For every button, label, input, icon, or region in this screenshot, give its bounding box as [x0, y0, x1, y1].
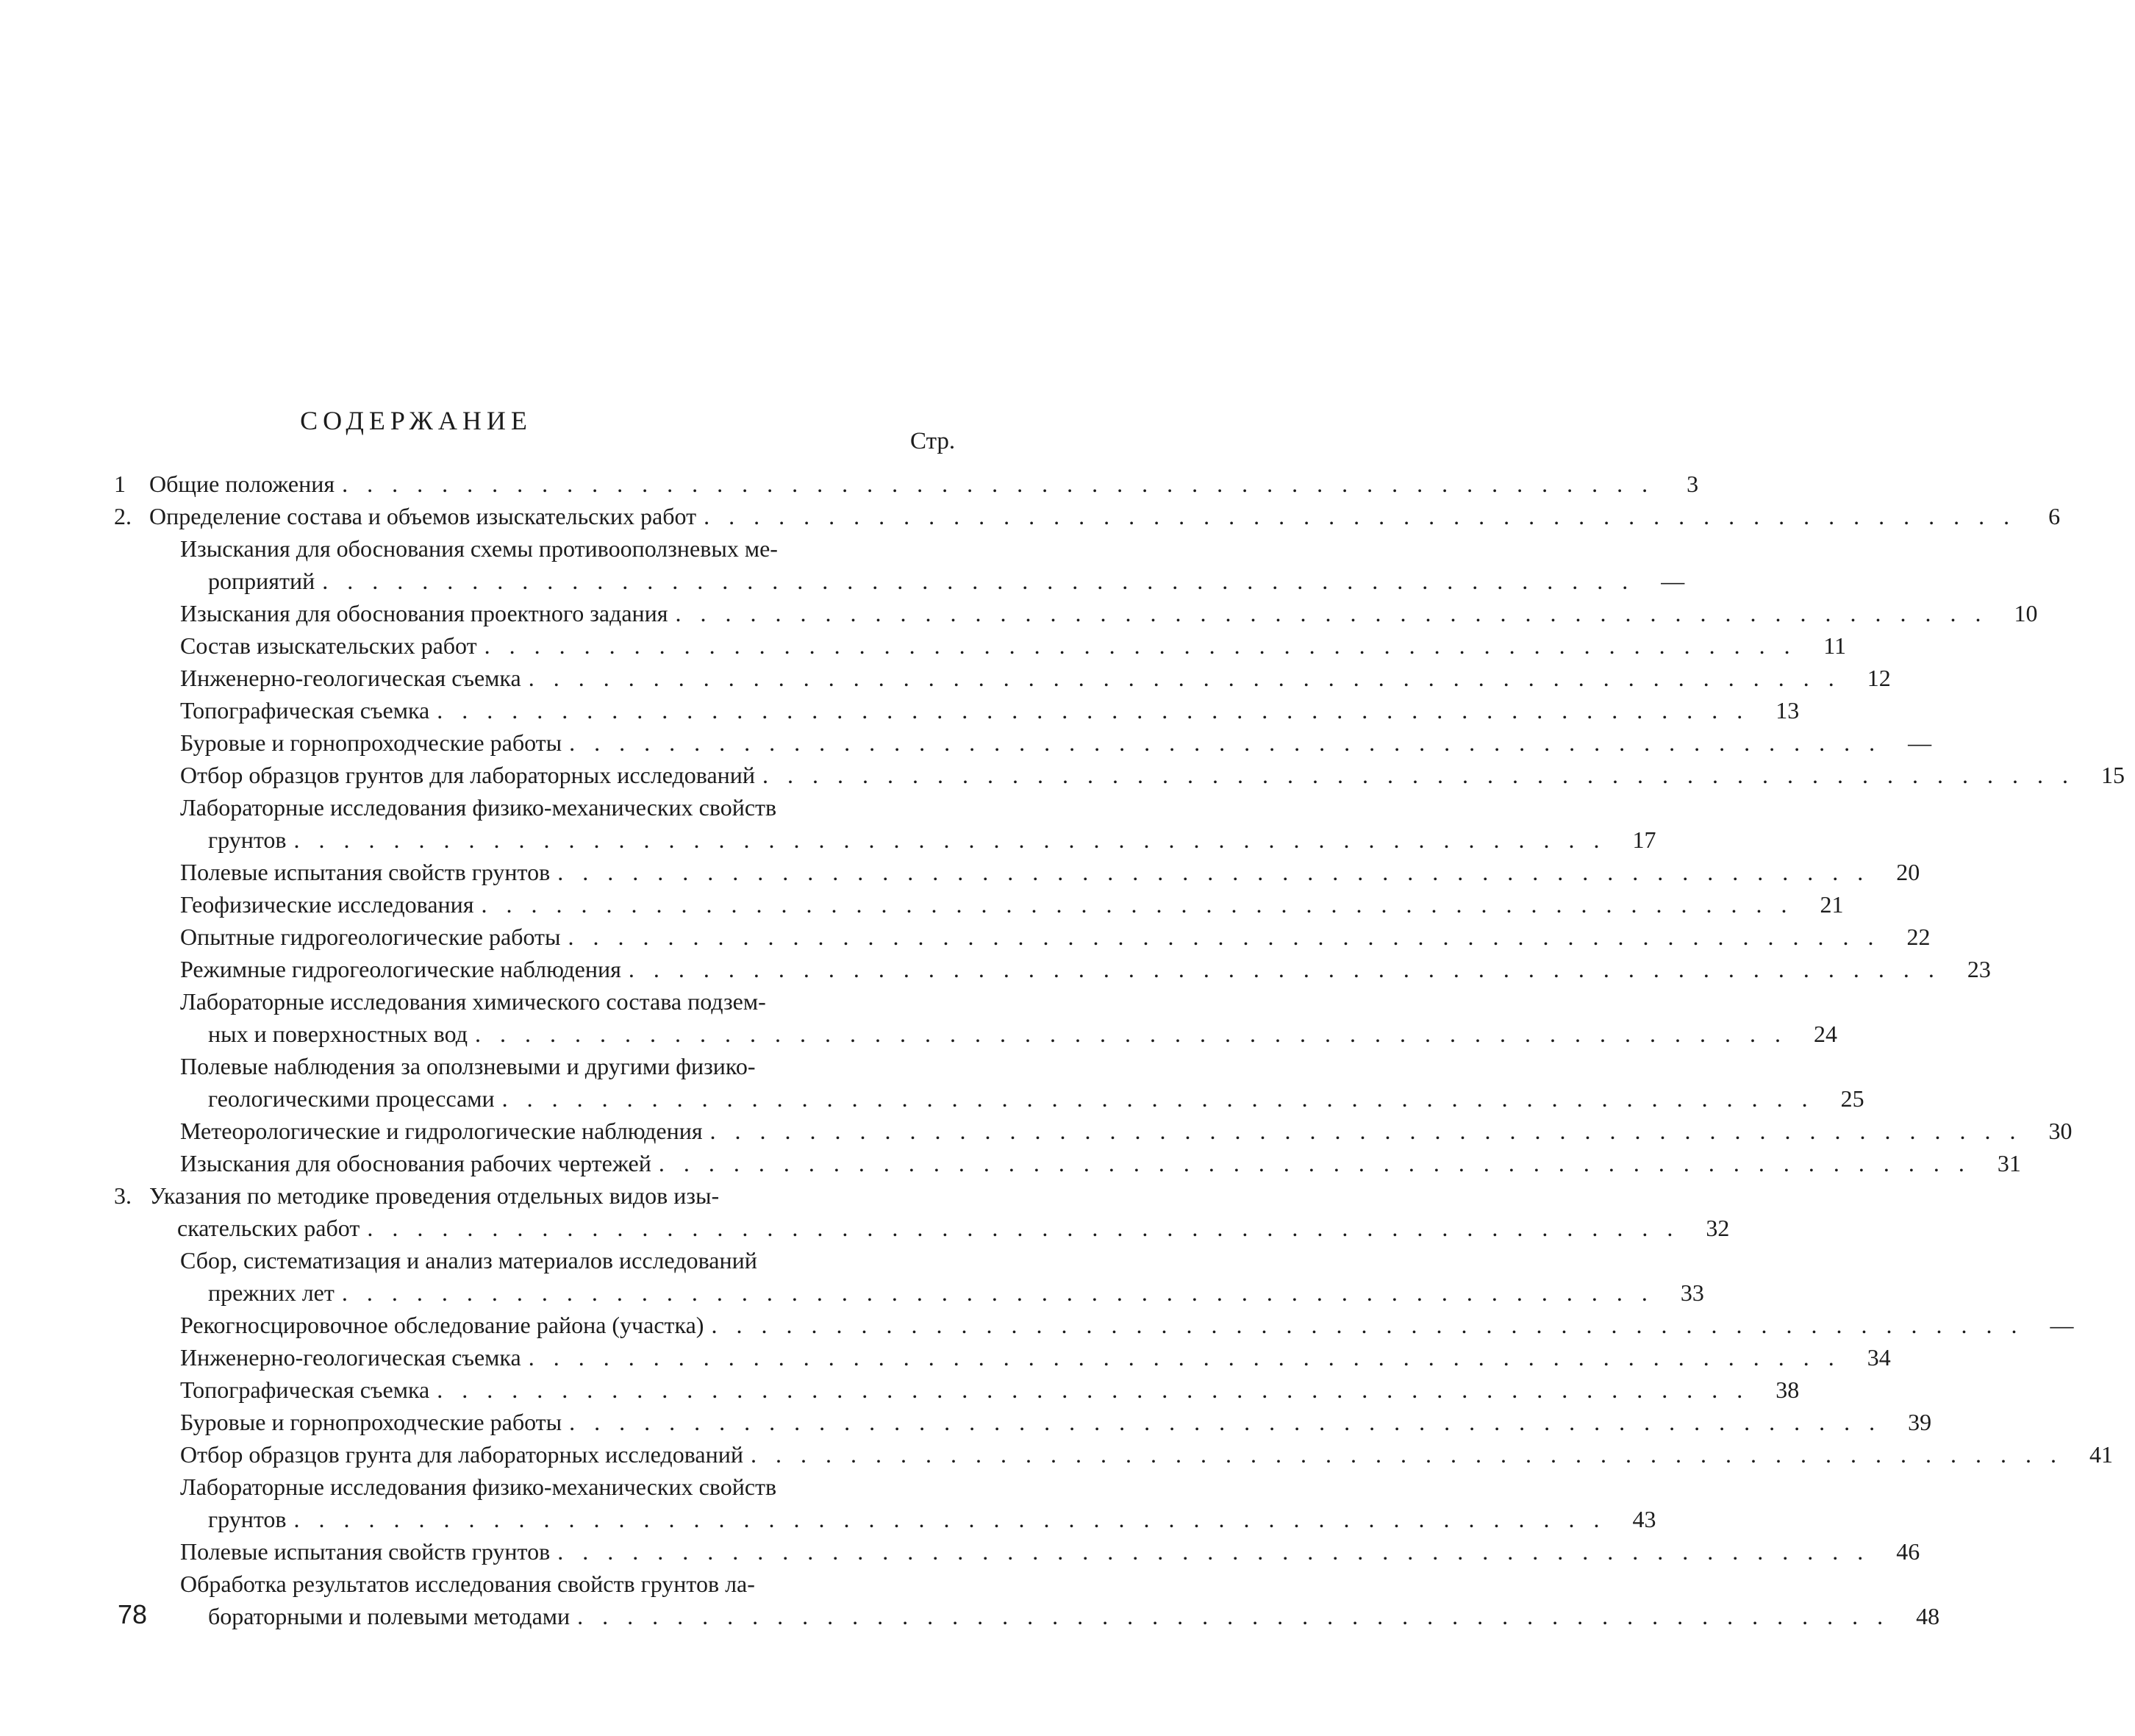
toc-entry-page: 6 [2048, 503, 2061, 529]
toc-entry-title: Указания по методике проведения отдельных видов изы- [149, 1182, 720, 1209]
toc-entry-line-last [180, 1600, 1950, 1632]
toc-entry-number [114, 1438, 180, 1471]
toc-entry-page: 23 [1967, 956, 1991, 982]
toc-entry-body [180, 597, 2048, 629]
toc-entry-line-last [180, 824, 1667, 856]
toc-entry [114, 759, 2125, 791]
toc-entry-line-last [180, 1438, 2123, 1471]
toc-entry-title: геологическими процессами [208, 1085, 495, 1112]
toc-entry-body [180, 1309, 2084, 1341]
toc-entry-page: 24 [1813, 1021, 1837, 1047]
toc-entry [114, 1471, 1656, 1535]
toc-entry [114, 726, 1932, 759]
toc-entry-number [114, 953, 180, 985]
toc-entry-page: 22 [1906, 924, 1931, 950]
toc-entry [114, 1568, 1940, 1632]
dot-leader [711, 1309, 2023, 1341]
dot-leader [569, 726, 1881, 759]
toc-entry-number [114, 726, 180, 759]
toc-entry-body [180, 1535, 1930, 1568]
toc-entry-line-last [180, 759, 2135, 791]
toc-entry-page: 12 [1867, 665, 1891, 691]
toc-entry-body [149, 1179, 1739, 1244]
dot-leader [367, 1212, 1679, 1244]
toc-entry-title: Отбор образцов грунтов для лабораторных исследований [180, 762, 756, 788]
toc-entry-page: 38 [1775, 1376, 1800, 1403]
toc-entry-title: Полевые испытания свойств грунтов [180, 1538, 551, 1565]
toc-entry-number [114, 662, 180, 694]
toc-entry-page: 39 [1908, 1409, 1932, 1435]
dot-leader [502, 1082, 1814, 1115]
toc-entry-page: 48 [1916, 1603, 1940, 1629]
dot-leader [437, 1374, 1749, 1406]
dot-leader [342, 1276, 1654, 1309]
dot-leader [294, 824, 1606, 856]
toc-entry [114, 1438, 2113, 1471]
toc-entry [114, 1115, 2073, 1147]
toc-entry-title: Топографическая съемка [180, 697, 430, 724]
toc-entry-page: 11 [1823, 632, 1847, 659]
toc-entry-number [114, 1535, 180, 1568]
toc-entry-body [180, 985, 1848, 1050]
toc-entry-number [114, 597, 180, 629]
toc-entry-line [149, 1179, 1739, 1212]
toc-entry-number [114, 1115, 180, 1147]
toc-entry-number [114, 1147, 180, 1179]
page-title: СОДЕРЖАНИЕ [300, 406, 532, 435]
toc-entry [114, 468, 1699, 500]
toc-entry [114, 500, 2061, 532]
toc-entry-body [180, 921, 1941, 953]
toc-entry-line [180, 985, 1848, 1018]
toc-entry-title: Определение состава и объемов изыскательских работ [149, 503, 697, 529]
toc-entry-title: Изыскания для обоснования схемы противооползневых ме- [180, 535, 778, 562]
dot-leader [751, 1438, 2063, 1471]
toc-entry [114, 1244, 1704, 1309]
toc-entry-page: 34 [1867, 1344, 1891, 1371]
toc-entry-line-last [180, 921, 1941, 953]
toc-entry-title: Геофизические исследования [180, 891, 474, 918]
toc-entry-title: Лабораторные исследования физико-механических свойств [180, 1474, 777, 1500]
toc-entry-title: Полевые испытания свойств грунтов [180, 859, 551, 885]
toc-entry [114, 629, 1847, 662]
toc-entry-line-last [180, 1147, 2031, 1179]
toc-entry-title: грунтов [208, 826, 287, 853]
toc-entry-line-last [149, 500, 2076, 532]
toc-entry [114, 1309, 2074, 1341]
dot-leader [557, 856, 1870, 888]
toc-entry-title: Буровые и горнопроходческие работы [180, 1409, 562, 1435]
toc-entry-title: Рекогносцировочное обследование района (участка) [180, 1312, 704, 1338]
dot-leader [557, 1535, 1870, 1568]
toc-entry-page: 41 [2089, 1441, 2113, 1468]
toc-entry-page: — [1661, 568, 1685, 594]
toc-entry-page: — [2050, 1312, 2074, 1338]
dot-leader [710, 1115, 2023, 1147]
toc-entry-title: Сбор, систематизация и анализ материалов исследований [180, 1247, 757, 1274]
toc-entry-title: Топографическая съемка [180, 1376, 430, 1403]
toc-entry-title: Обработка результатов исследования свойств грунтов ла- [180, 1571, 755, 1597]
toc-entry-title: Отбор образцов грунта для лабораторных исследований [180, 1441, 743, 1468]
toc-entry [114, 888, 1844, 921]
dot-leader [704, 500, 2016, 532]
toc-entry-body [180, 629, 1857, 662]
dot-leader [529, 662, 1841, 694]
toc-entry-line-last [180, 726, 1942, 759]
dot-leader [322, 565, 1634, 597]
toc-entry-number [114, 856, 180, 888]
toc-entry-line-last [149, 468, 1714, 500]
toc-entry-title: Опытные гидрогеологические работы [180, 924, 561, 950]
toc-entry [114, 1535, 1920, 1568]
toc-entry-number [114, 1244, 180, 1309]
toc-entry-line-last [149, 1212, 1739, 1244]
dot-leader [481, 888, 1793, 921]
toc-entry-page: 21 [1820, 891, 1844, 918]
toc-entry-number [114, 888, 180, 921]
toc-entry-title: скательских работ [177, 1215, 360, 1241]
toc-entry-page: 33 [1680, 1279, 1704, 1306]
toc-entry-body [180, 1471, 1667, 1535]
toc-entry-line [180, 1244, 1714, 1276]
toc-entry-title: Режимные гидрогеологические наблюдения [180, 956, 621, 982]
dot-leader [629, 953, 1941, 985]
toc-entry-line-last [180, 1374, 1809, 1406]
toc-entry [114, 532, 1685, 597]
toc-entry [114, 1147, 2021, 1179]
toc-entry-page: 15 [2101, 762, 2125, 788]
toc-entry [114, 953, 1991, 985]
dot-leader [484, 629, 1797, 662]
toc-entry-body [180, 888, 1853, 921]
toc-entry-line-last [180, 597, 2048, 629]
toc-entry-body [180, 1147, 2031, 1179]
toc-entry-line-last [180, 1276, 1714, 1309]
toc-entry-body [180, 791, 1667, 856]
toc-entry-number [114, 1406, 180, 1438]
toc-entry-body [180, 662, 1901, 694]
toc-entry-line [180, 532, 1695, 565]
toc-entry-title: роприятий [208, 568, 315, 594]
toc-entry-page: 32 [1706, 1215, 1730, 1241]
toc-entry-title: Общие положения [149, 471, 335, 497]
toc-entry-page: 43 [1632, 1506, 1656, 1532]
toc-entry-title: Инженерно-геологическая съемка [180, 665, 521, 691]
toc-entry-title: Изыскания для обоснования рабочих чертежей [180, 1150, 651, 1176]
toc-entry-number: 1 [114, 471, 126, 497]
toc-entry-body [180, 532, 1695, 597]
toc-entry-page: 30 [2048, 1118, 2073, 1144]
toc-entry-number [114, 629, 180, 662]
toc-entry-body [149, 468, 1714, 500]
toc-entry-number [114, 1341, 180, 1374]
toc-entry-page: 10 [2014, 600, 2038, 626]
toc-entry-body [180, 1341, 1901, 1374]
toc-entry [114, 921, 1931, 953]
toc-entry-body [149, 500, 2076, 532]
toc-entry-line-last [180, 856, 1930, 888]
toc-entry-line [180, 791, 1667, 824]
toc-entry-body [180, 1374, 1809, 1406]
toc-entry-line-last [180, 629, 1857, 662]
toc-entry-line [180, 1050, 1875, 1082]
toc-entry-body [180, 1115, 2083, 1147]
toc-entry-line-last [180, 888, 1853, 921]
page-column-label: Стр. [910, 428, 956, 454]
dot-leader [762, 759, 2075, 791]
page-number: 78 [118, 1599, 148, 1629]
toc-entry-title: Метеорологические и гидрологические наблюдения [180, 1118, 703, 1144]
toc-entry [114, 1341, 1891, 1374]
toc-entry-page: — [1908, 729, 1932, 756]
toc-entry-line-last [180, 1406, 1942, 1438]
toc-entry [114, 1406, 1932, 1438]
toc-entry-line-last [180, 694, 1809, 726]
toc-entry-number [114, 1309, 180, 1341]
toc-entry-body [180, 953, 2001, 985]
toc-entry-body [180, 1438, 2123, 1471]
toc-entry [114, 985, 1837, 1050]
toc-entry-number [114, 1471, 180, 1535]
dot-leader [294, 1503, 1606, 1535]
toc-entry-page: 25 [1840, 1085, 1864, 1112]
toc-entry-number [114, 532, 180, 597]
toc-entry-title: грунтов [208, 1506, 287, 1532]
toc-entry-body [180, 1406, 1942, 1438]
dot-leader [475, 1018, 1787, 1050]
dot-leader [569, 1406, 1881, 1438]
toc-entry-line-last [180, 1535, 1930, 1568]
toc-entry-title: Буровые и горнопроходческие работы [180, 729, 562, 756]
toc-entry-title: ных и поверхностных вод [208, 1021, 468, 1047]
toc-entry-body [180, 1244, 1714, 1309]
toc-entry-title: Инженерно-геологическая съемка [180, 1344, 521, 1371]
toc-entry-line-last [180, 953, 2001, 985]
dot-leader [568, 921, 1881, 953]
toc-entry-number [114, 985, 180, 1050]
toc-entry [114, 694, 1800, 726]
toc-entry-title: Состав изыскательских работ [180, 632, 477, 659]
toc-entry-title: Лабораторные исследования химического состава подзем- [180, 988, 766, 1015]
toc-entry-page: 31 [1997, 1150, 2021, 1176]
toc-entry-line-last [180, 1115, 2083, 1147]
toc-entry-number [114, 759, 180, 791]
toc-entry-line-last [180, 1309, 2084, 1341]
toc-entry-line-last [180, 565, 1695, 597]
toc-entry [114, 597, 2038, 629]
dot-leader [437, 694, 1749, 726]
toc-entry-body [180, 759, 2135, 791]
toc-entry-line-last [180, 662, 1901, 694]
toc-entry-line [180, 1568, 1950, 1600]
toc-entry-number [114, 1050, 180, 1115]
dot-leader [342, 468, 1654, 500]
toc-entry-number [114, 791, 180, 856]
toc-entry [114, 856, 1920, 888]
toc-entry-page: 17 [1632, 826, 1656, 853]
toc-entry-title: Лабораторные исследования физико-механических свойств [180, 794, 777, 821]
toc-entry-body [180, 726, 1942, 759]
toc-entry [114, 1179, 1730, 1244]
toc-entry-line-last [180, 1082, 1875, 1115]
toc-entry [114, 1374, 1800, 1406]
toc-entry-body [180, 1050, 1875, 1115]
toc-entry-number: 3. [114, 1182, 132, 1209]
toc-entry-number [114, 921, 180, 953]
toc-entry-title: Изыскания для обоснования проектного задания [180, 600, 668, 626]
toc-entry-title: прежних лет [208, 1279, 335, 1306]
table-of-contents [114, 468, 2125, 1632]
toc-entry-body [180, 856, 1930, 888]
toc-entry-title: бораторными и полевыми методами [208, 1603, 571, 1629]
toc-entry-body [180, 694, 1809, 726]
toc-entry-page: 13 [1775, 697, 1800, 724]
toc-entry [114, 791, 1656, 856]
toc-entry-line-last [180, 1018, 1848, 1050]
toc-entry-page: 46 [1896, 1538, 1920, 1565]
toc-entry-page: 20 [1896, 859, 1920, 885]
dot-leader [577, 1600, 1889, 1632]
toc-entry-number [114, 1374, 180, 1406]
dot-leader [529, 1341, 1841, 1374]
dot-leader [676, 597, 1988, 629]
toc-entry-line-last [180, 1503, 1667, 1535]
toc-entry-number: 2. [114, 503, 132, 529]
toc-entry-line-last [180, 1341, 1901, 1374]
toc-entry-number [114, 694, 180, 726]
toc-entry-page: 3 [1687, 471, 1699, 497]
toc-entry-line [180, 1471, 1667, 1503]
toc-entry-title: Полевые наблюдения за оползневыми и другими физико- [180, 1053, 756, 1079]
toc-entry [114, 1050, 1864, 1115]
toc-entry-body [180, 1568, 1950, 1632]
toc-entry [114, 662, 1891, 694]
dot-leader [659, 1147, 1971, 1179]
